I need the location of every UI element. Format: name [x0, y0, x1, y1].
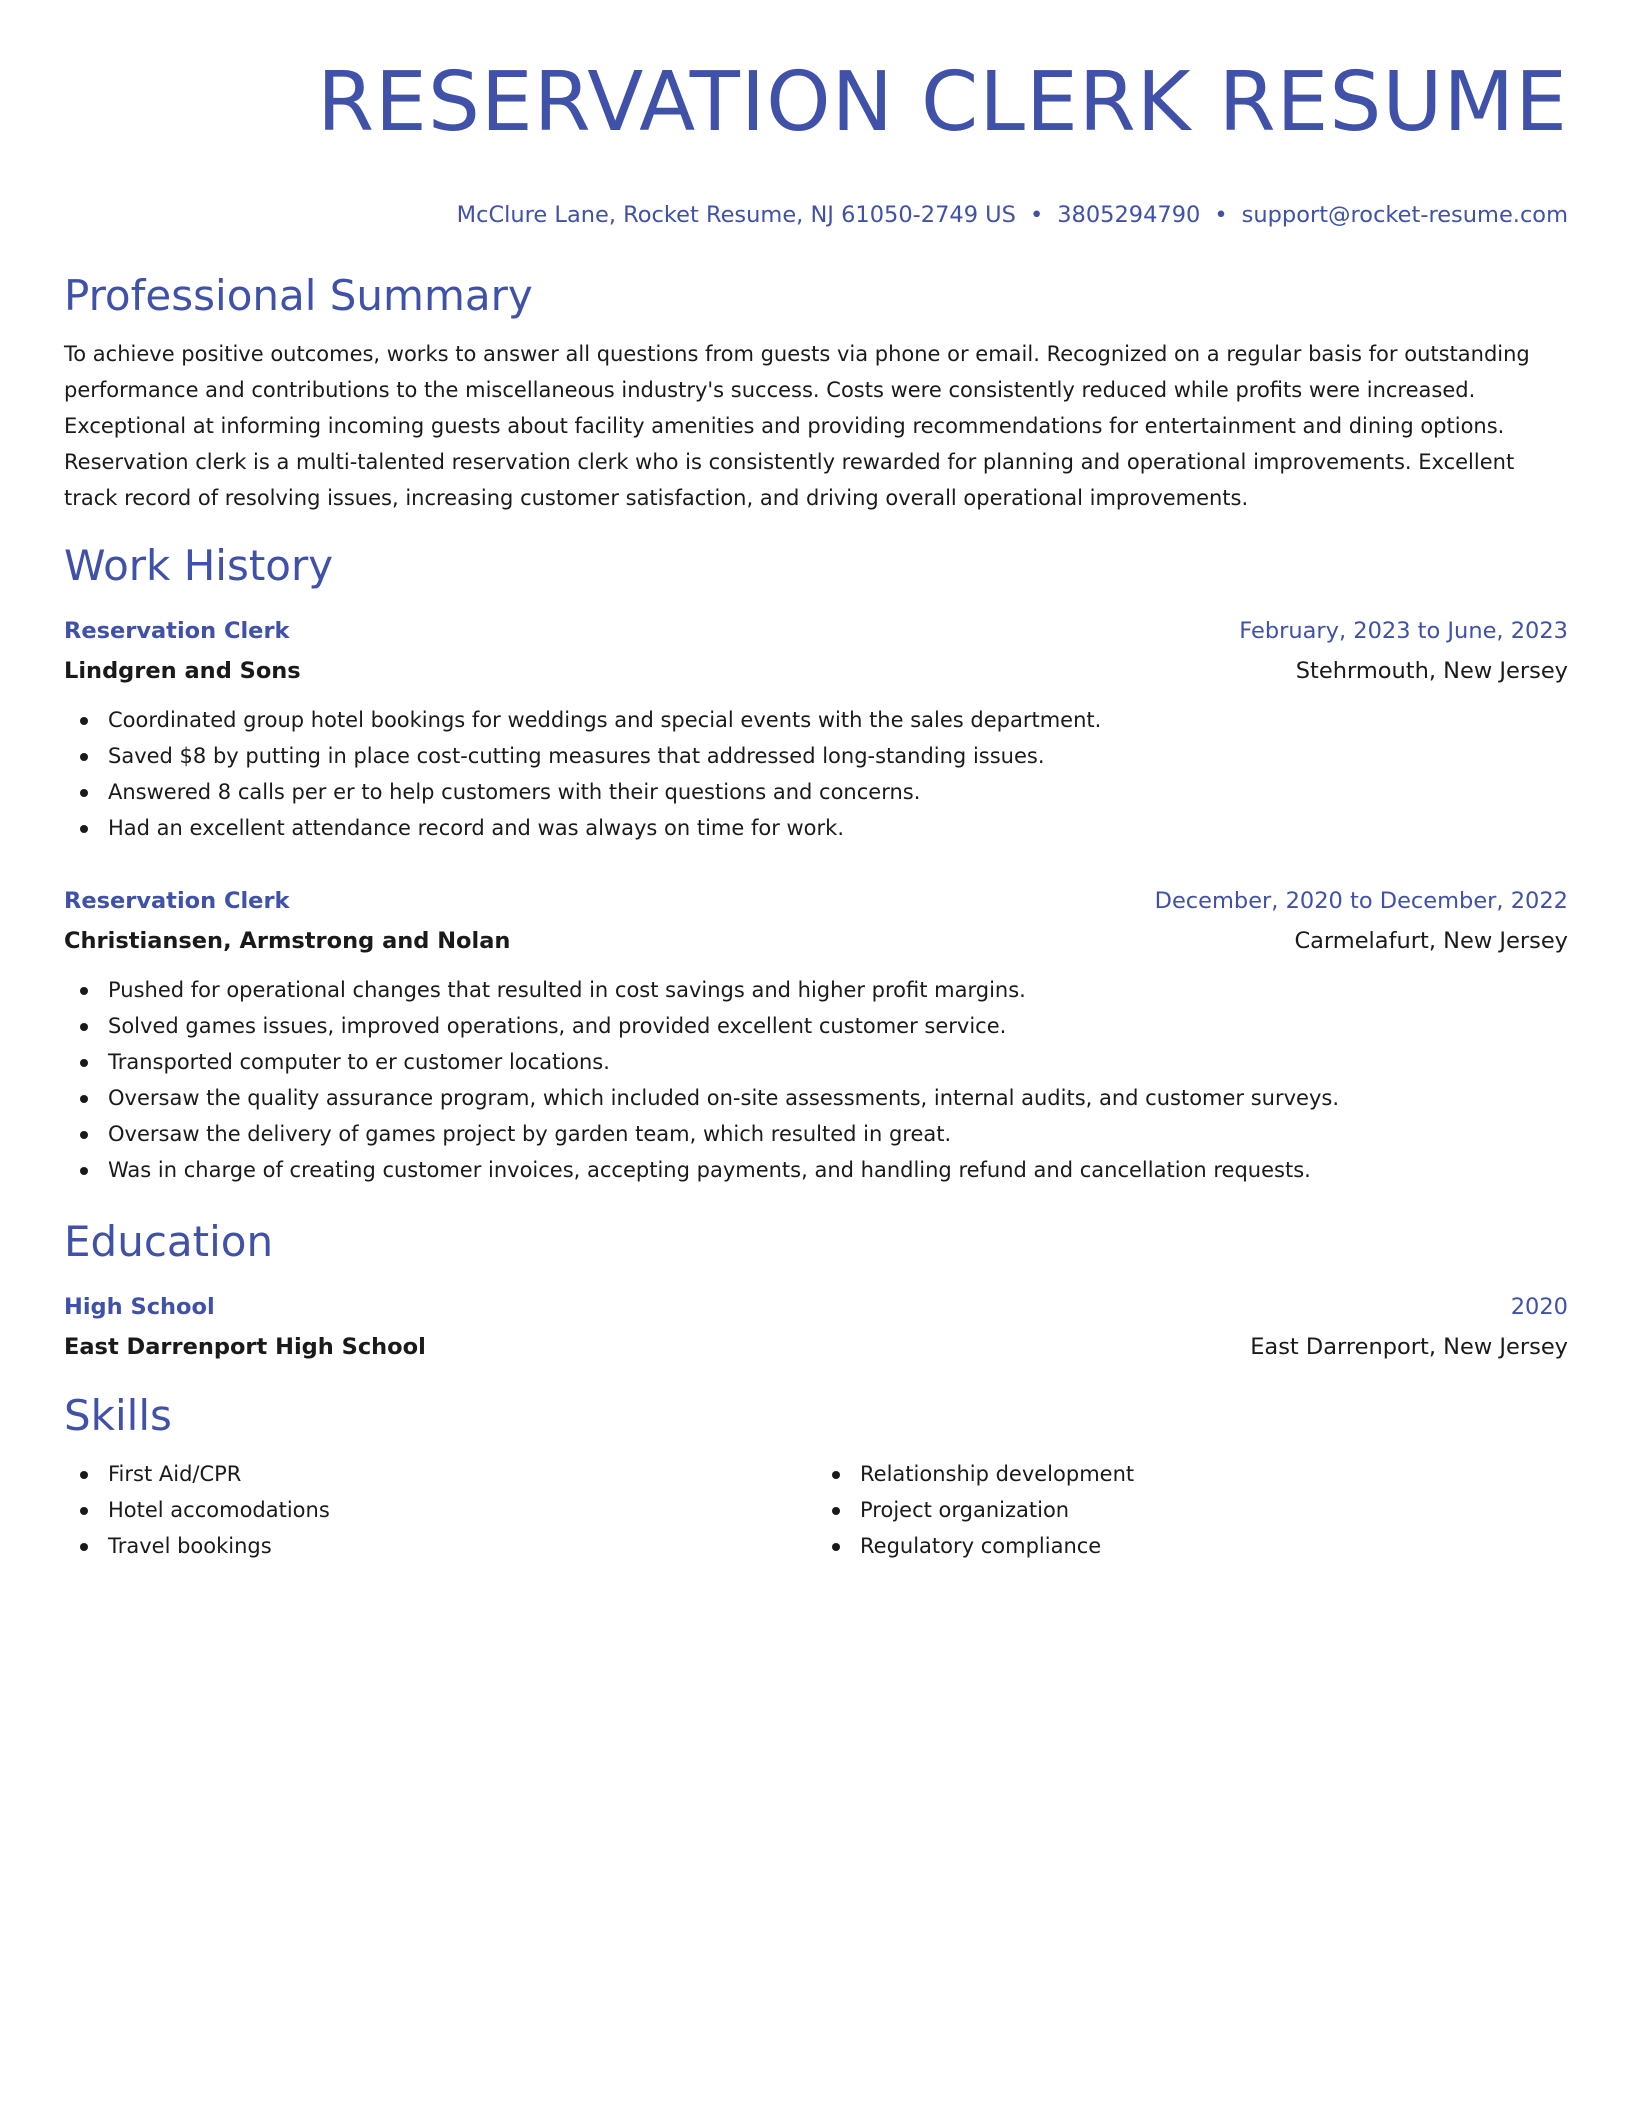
skill-item: Travel bookings [64, 1528, 816, 1564]
skills-column-right [816, 1456, 1568, 1564]
education-location: East Darrenport, New Jersey [1250, 1334, 1568, 1360]
job-bullet: Had an excellent attendance record and was always on time for work. [64, 810, 1568, 846]
job-dates: February, 2023 to June, 2023 [1239, 618, 1568, 644]
job-entry [64, 614, 1568, 846]
job-bullet: Solved games issues, improved operations, and provided excellent customer service. [64, 1008, 1568, 1044]
education-heading: Education [64, 1217, 274, 1266]
contact-line [64, 200, 1568, 230]
job-company: Christiansen, Armstrong and Nolan [64, 928, 511, 954]
education-entry [64, 1290, 1568, 1364]
job-location: Carmelafurt, New Jersey [1294, 928, 1568, 954]
job-bullet-list [64, 972, 1568, 1188]
contact-separator: • [1029, 202, 1044, 228]
skills-section [64, 1390, 1568, 1564]
skill-item: Project organization [816, 1492, 1568, 1528]
skills-list [64, 1456, 816, 1564]
job-bullet: Was in charge of creating customer invoices, accepting payments, and handling refund and cancellation requests. [64, 1152, 1568, 1188]
contact-separator: • [1214, 202, 1228, 228]
education-section [64, 1216, 1568, 1364]
summary-section [64, 270, 1568, 516]
job-title: Reservation Clerk [64, 618, 290, 644]
work-history-section [64, 540, 1568, 1188]
summary-text: To achieve positive outcomes, works to answer all questions from guests via phone or email. Recognized on a regular basis for outstanding performance and contributions to the miscellaneous industry's success. Costs were consistently reduced while profits were increased. Exceptional at informing incoming guests about facility amenities and providing recommendations for entertainment and dining options. Reservation clerk is a multi-talented reservation clerk who is consistently rewarded for planning and operational improvements. Excellent track record of resolving issues, increasing customer satisfaction, and driving overall operational improvements. [64, 342, 1530, 510]
skills-column-left [64, 1456, 816, 1564]
job-dates: December, 2020 to December, 2022 [1154, 888, 1568, 914]
skill-item: First Aid/CPR [64, 1456, 816, 1492]
job-bullet: Saved $8 by putting in place cost-cutting measures that addressed long-standing issues. [64, 738, 1568, 774]
summary-heading: Professional Summary [64, 271, 533, 320]
skill-item: Hotel accomodations [64, 1492, 816, 1528]
job-bullet: Oversaw the quality assurance program, which included on-site assessments, internal audits, and customer surveys. [64, 1080, 1568, 1116]
education-degree: High School [64, 1294, 215, 1320]
skill-item: Relationship development [816, 1456, 1568, 1492]
job-bullet: Pushed for operational changes that resulted in cost savings and higher profit margins. [64, 972, 1568, 1008]
job-bullet: Oversaw the delivery of games project by garden team, which resulted in great. [64, 1116, 1568, 1152]
contact-email: support@rocket-resume.com [1241, 202, 1568, 228]
job-bullet: Answered 8 calls per er to help customers with their questions and concerns. [64, 774, 1568, 810]
job-title: Reservation Clerk [64, 888, 290, 914]
skills-grid [64, 1456, 1568, 1564]
job-bullet: Transported computer to er customer locations. [64, 1044, 1568, 1080]
job-company: Lindgren and Sons [64, 658, 301, 684]
education-school: East Darrenport High School [64, 1334, 426, 1360]
skills-heading: Skills [64, 1391, 172, 1440]
contact-address: McClure Lane, Rocket Resume, NJ 61050-2749 US [456, 202, 1016, 228]
skill-item: Regulatory compliance [816, 1528, 1568, 1564]
job-location: Stehrmouth, New Jersey [1295, 658, 1568, 684]
contact-phone: 3805294790 [1057, 202, 1201, 228]
job-bullet: Coordinated group hotel bookings for weddings and special events with the sales department. [64, 702, 1568, 738]
job-entry [64, 884, 1568, 1188]
work-history-heading: Work History [64, 541, 334, 590]
job-bullet-list [64, 702, 1568, 846]
resume-title: RESERVATION CLERK RESUME [317, 55, 1568, 150]
resume-header [64, 44, 1568, 230]
skills-list [816, 1456, 1568, 1564]
education-year: 2020 [1510, 1294, 1568, 1320]
